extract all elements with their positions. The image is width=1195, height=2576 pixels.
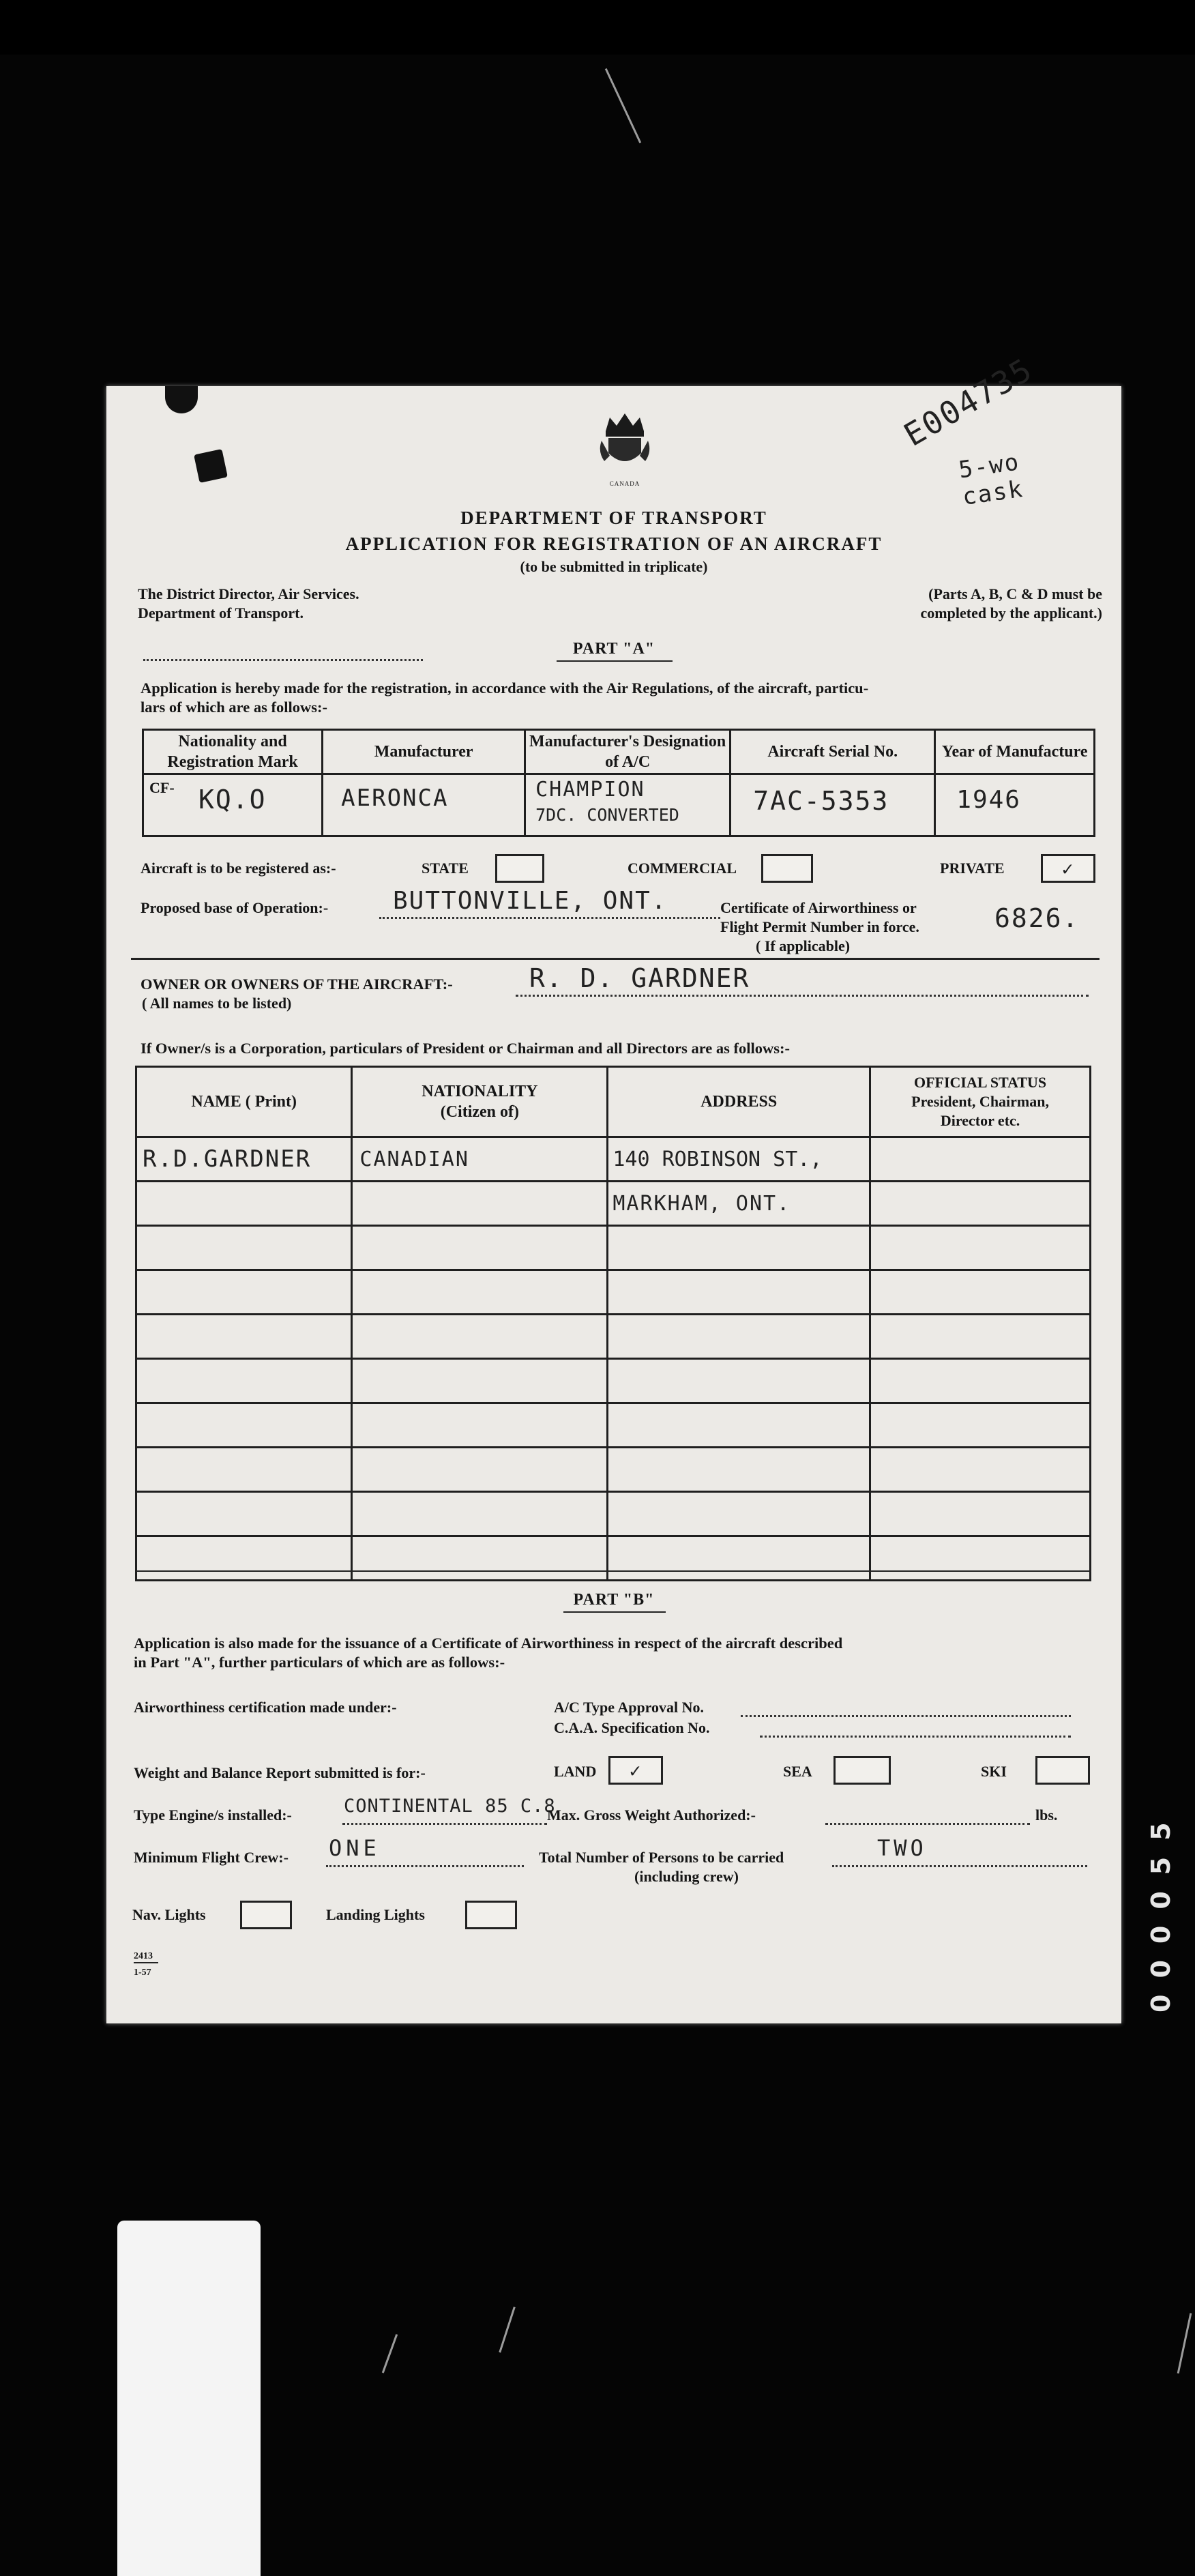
- engine-blank: [342, 1823, 547, 1825]
- part-a-intro-line-2: lars of which are as follows:-: [141, 699, 327, 716]
- applicant-note-line-1: (Parts A, B, C & D must be: [928, 585, 1102, 602]
- manufacturer-value: AERONCA: [341, 785, 449, 812]
- land-label: LAND: [554, 1763, 597, 1780]
- certificate-number-value[interactable]: 6826.: [994, 903, 1080, 933]
- commercial-checkbox[interactable]: [761, 854, 813, 883]
- sea-checkbox[interactable]: [833, 1756, 891, 1785]
- owner-status-cell[interactable]: [870, 1448, 1091, 1492]
- owner-nationality-cell[interactable]: [352, 1536, 608, 1581]
- persons-label: Total Number of Persons to be carried: [539, 1849, 784, 1866]
- owner-nationality-cell[interactable]: [352, 1315, 608, 1359]
- max-weight-label: Max. Gross Weight Authorized:-: [547, 1806, 756, 1824]
- persons-blank: [832, 1865, 1087, 1867]
- owner-nationality-cell[interactable]: [352, 1492, 608, 1536]
- department-heading: DEPARTMENT OF TRANSPORT: [460, 508, 767, 528]
- owner-status-cell[interactable]: [870, 1492, 1091, 1536]
- serial-no-value: 7AC-5353: [753, 786, 889, 816]
- owner-status-cell[interactable]: [870, 1137, 1091, 1182]
- header-address-text: ADDRESS: [700, 1093, 778, 1111]
- owner-name-cell[interactable]: [136, 1226, 352, 1270]
- owner-address-cell[interactable]: [608, 1403, 870, 1448]
- owner-status-cell[interactable]: [870, 1226, 1091, 1270]
- aircraft-particulars-table: [142, 729, 1095, 837]
- owners-table-bottom-rule: [135, 1570, 1091, 1572]
- persons-value[interactable]: TWO: [877, 1835, 927, 1861]
- designation-line-2: 7DC. CONVERTED: [535, 805, 679, 825]
- owner-status-cell[interactable]: [870, 1182, 1091, 1226]
- manufacturer-cell[interactable]: [323, 774, 525, 836]
- archive-note: 5-wo cask: [957, 448, 1026, 511]
- table-row: [143, 774, 1095, 836]
- base-of-operation-value[interactable]: BUTTONVILLE, ONT.: [393, 887, 668, 915]
- film-scratch: [382, 2334, 398, 2373]
- part-a-heading: PART "A": [572, 640, 655, 658]
- engine-value[interactable]: CONTINENTAL 85 C.8: [344, 1796, 556, 1817]
- engine-label: Type Engine/s installed:-: [134, 1806, 292, 1824]
- owners-table-header-row: [136, 1067, 1091, 1137]
- year-value: 1946: [956, 786, 1021, 814]
- certificate-label-line-3: ( If applicable): [756, 937, 851, 954]
- persons-sub-label: (including crew): [634, 1868, 739, 1885]
- crown-emblem-icon: [595, 411, 655, 479]
- table-row: [136, 1492, 1091, 1536]
- max-weight-unit: lbs.: [1035, 1806, 1058, 1824]
- header-designation: Manufacturer's Designation of A/C: [525, 730, 731, 774]
- table-row: [136, 1536, 1091, 1581]
- form-subtitle: (to be submitted in triplicate): [520, 558, 708, 575]
- owner-nationality-cell[interactable]: [352, 1448, 608, 1492]
- owner-nationality-cell[interactable]: [352, 1226, 608, 1270]
- header-name: [136, 1067, 352, 1137]
- registration-mark-value: KQ.O: [198, 785, 267, 815]
- type-approval-blank[interactable]: [741, 1715, 1071, 1717]
- form-number: 2413: [134, 1951, 158, 1963]
- nav-lights-label: Nav. Lights: [132, 1906, 206, 1923]
- certificate-label-line-1: Certificate of Airworthiness or: [720, 899, 917, 916]
- film-frame-number: 000055: [1146, 1806, 1176, 2012]
- crew-blank: [326, 1865, 524, 1867]
- part-b-intro-line-1: Application is also made for the issuance of a Certificate of Airworthiness in respect of the aircraft described: [134, 1635, 843, 1652]
- owner-name-cell[interactable]: [136, 1270, 352, 1315]
- staple-mark: [194, 449, 228, 483]
- owner-nationality-cell[interactable]: [352, 1182, 608, 1226]
- register-as-label: Aircraft is to be registered as:-: [141, 860, 336, 877]
- sea-label: SEA: [783, 1763, 812, 1780]
- owner-status-cell[interactable]: [870, 1270, 1091, 1315]
- header-nationality-line-1: NATIONALITY: [422, 1083, 538, 1100]
- part-a-intro-line-1: Application is hereby made for the registration, in accordance with the Air Regulations, of the aircraft, particu-: [141, 679, 869, 697]
- header-name-text: NAME ( Print): [191, 1093, 297, 1111]
- header-serial-no: Aircraft Serial No.: [731, 730, 935, 774]
- owner-name-cell[interactable]: [136, 1536, 352, 1581]
- crew-label: Minimum Flight Crew:-: [134, 1849, 289, 1866]
- owner-nationality-cell[interactable]: CANADIAN: [352, 1137, 608, 1182]
- owner-address-cell[interactable]: [608, 1536, 870, 1581]
- header-year: Year of Manufacture: [935, 730, 1095, 774]
- owners-sub-label: ( All names to be listed): [142, 995, 292, 1012]
- caa-spec-blank[interactable]: [760, 1736, 1071, 1738]
- owner-name-cell[interactable]: R.D.GARDNER: [136, 1137, 352, 1182]
- owner-name-cell[interactable]: [136, 1403, 352, 1448]
- table-row: [136, 1226, 1091, 1270]
- form-date: 1-57: [134, 1967, 151, 1978]
- owner-status-cell[interactable]: [870, 1536, 1091, 1581]
- table-row: [136, 1137, 1091, 1182]
- owner-name-cell[interactable]: [136, 1315, 352, 1359]
- owner-name-cell[interactable]: [136, 1182, 352, 1226]
- table-row: [136, 1315, 1091, 1359]
- header-address: [608, 1067, 870, 1137]
- table-row: [136, 1448, 1091, 1492]
- owners-blank: [516, 995, 1089, 997]
- header-nationality-line-2: (Citizen of): [440, 1103, 520, 1121]
- table-row: [136, 1270, 1091, 1315]
- land-checkbox[interactable]: ✓: [608, 1756, 663, 1785]
- owner-address-cell[interactable]: 140 ROBINSON ST.,: [608, 1137, 870, 1182]
- owner-address-cell[interactable]: [608, 1315, 870, 1359]
- crew-value[interactable]: ONE: [329, 1835, 381, 1861]
- ski-label: SKI: [981, 1763, 1007, 1780]
- header-official-status: [870, 1067, 1091, 1137]
- film-border-top: [0, 0, 1195, 55]
- owner-nationality-cell[interactable]: [352, 1359, 608, 1403]
- private-label: PRIVATE: [940, 860, 1005, 877]
- nav-lights-checkbox[interactable]: [240, 1901, 292, 1929]
- header-registration-mark: Nationality and Registration Mark: [143, 730, 323, 774]
- film-scratch: [605, 68, 641, 143]
- divider-rule: [131, 958, 1100, 960]
- base-of-operation-blank: [379, 917, 720, 919]
- owner-address-cell[interactable]: [608, 1359, 870, 1403]
- header-status-line-1: OFFICIAL STATUS: [913, 1074, 1047, 1091]
- commercial-label: COMMERCIAL: [628, 860, 737, 877]
- max-weight-blank: [825, 1823, 1030, 1825]
- film-scratch: [499, 2307, 515, 2353]
- part-a-underline: [557, 660, 673, 662]
- owner-address-cell[interactable]: MARKHAM, ONT.: [608, 1182, 870, 1226]
- weight-balance-label: Weight and Balance Report submitted is for:-: [134, 1764, 426, 1781]
- table-header-row: [143, 730, 1095, 774]
- corporation-label: If Owner/s is a Corporation, particulars of President or Chairman and all Directors are as follows:-: [141, 1040, 791, 1057]
- registration-prefix: CF-: [149, 779, 175, 796]
- header-manufacturer: Manufacturer: [323, 730, 525, 774]
- table-row: [136, 1359, 1091, 1403]
- film-leader-strip: [117, 2221, 261, 2576]
- owner-status-cell[interactable]: [870, 1403, 1091, 1448]
- part-b-underline: [563, 1611, 666, 1613]
- base-of-operation-label: Proposed base of Operation:-: [141, 899, 329, 916]
- table-row: [136, 1182, 1091, 1226]
- designation-cell[interactable]: [525, 774, 731, 836]
- owners-label: OWNER OR OWNERS OF THE AIRCRAFT:-: [141, 976, 453, 993]
- owner-address-cell[interactable]: [608, 1492, 870, 1536]
- owner-address-cell[interactable]: [608, 1226, 870, 1270]
- state-checkbox[interactable]: [495, 854, 544, 883]
- owner-status-cell[interactable]: [870, 1359, 1091, 1403]
- owners-table: [135, 1066, 1091, 1581]
- year-cell[interactable]: [935, 774, 1095, 836]
- state-label: STATE: [422, 860, 469, 877]
- owners-value[interactable]: R. D. GARDNER: [529, 963, 750, 993]
- certification-label: Airworthiness certification made under:-: [134, 1699, 397, 1716]
- form-title: APPLICATION FOR REGISTRATION OF AN AIRCRAFT: [345, 533, 883, 554]
- owner-name-cell[interactable]: [136, 1359, 352, 1403]
- owner-address-cell[interactable]: [608, 1448, 870, 1492]
- film-scratch: [1177, 2313, 1192, 2374]
- designation-line-1: CHAMPION: [535, 778, 645, 802]
- header-status-line-3: Director etc.: [940, 1112, 1020, 1129]
- certificate-label-line-2: Flight Permit Number in force.: [720, 918, 919, 935]
- owner-name-cell[interactable]: [136, 1448, 352, 1492]
- emblem-caption: CANADA: [609, 480, 640, 487]
- table-row: [136, 1403, 1091, 1448]
- private-checkbox[interactable]: ✓: [1041, 854, 1095, 883]
- document-page: [106, 351, 1121, 2023]
- punch-hole: [165, 386, 198, 413]
- owner-name-cell[interactable]: [136, 1492, 352, 1536]
- header-nationality: [352, 1067, 608, 1137]
- owner-nationality-cell[interactable]: [352, 1403, 608, 1448]
- applicant-note-line-2: completed by the applicant.): [920, 604, 1102, 621]
- addressee-line-1: The District Director, Air Services.: [138, 585, 359, 602]
- type-approval-label: A/C Type Approval No.: [554, 1699, 705, 1716]
- caa-spec-label: C.A.A. Specification No.: [554, 1719, 710, 1736]
- landing-lights-label: Landing Lights: [326, 1906, 425, 1923]
- addressee-blank: [143, 659, 423, 661]
- landing-lights-checkbox[interactable]: [465, 1901, 517, 1929]
- archive-number: E004735: [898, 351, 1039, 454]
- part-b-heading: PART "B": [573, 1591, 655, 1609]
- addressee-line-2: Department of Transport.: [138, 604, 304, 621]
- owner-address-cell[interactable]: [608, 1270, 870, 1315]
- header-status-line-2: President, Chairman,: [911, 1093, 1049, 1110]
- owner-nationality-cell[interactable]: [352, 1270, 608, 1315]
- part-b-intro-line-2: in Part "A", further particulars of which are as follows:-: [134, 1654, 505, 1671]
- registration-mark-cell[interactable]: [143, 774, 323, 836]
- serial-no-cell[interactable]: [731, 774, 935, 836]
- owner-status-cell[interactable]: [870, 1315, 1091, 1359]
- ski-checkbox[interactable]: [1035, 1756, 1090, 1785]
